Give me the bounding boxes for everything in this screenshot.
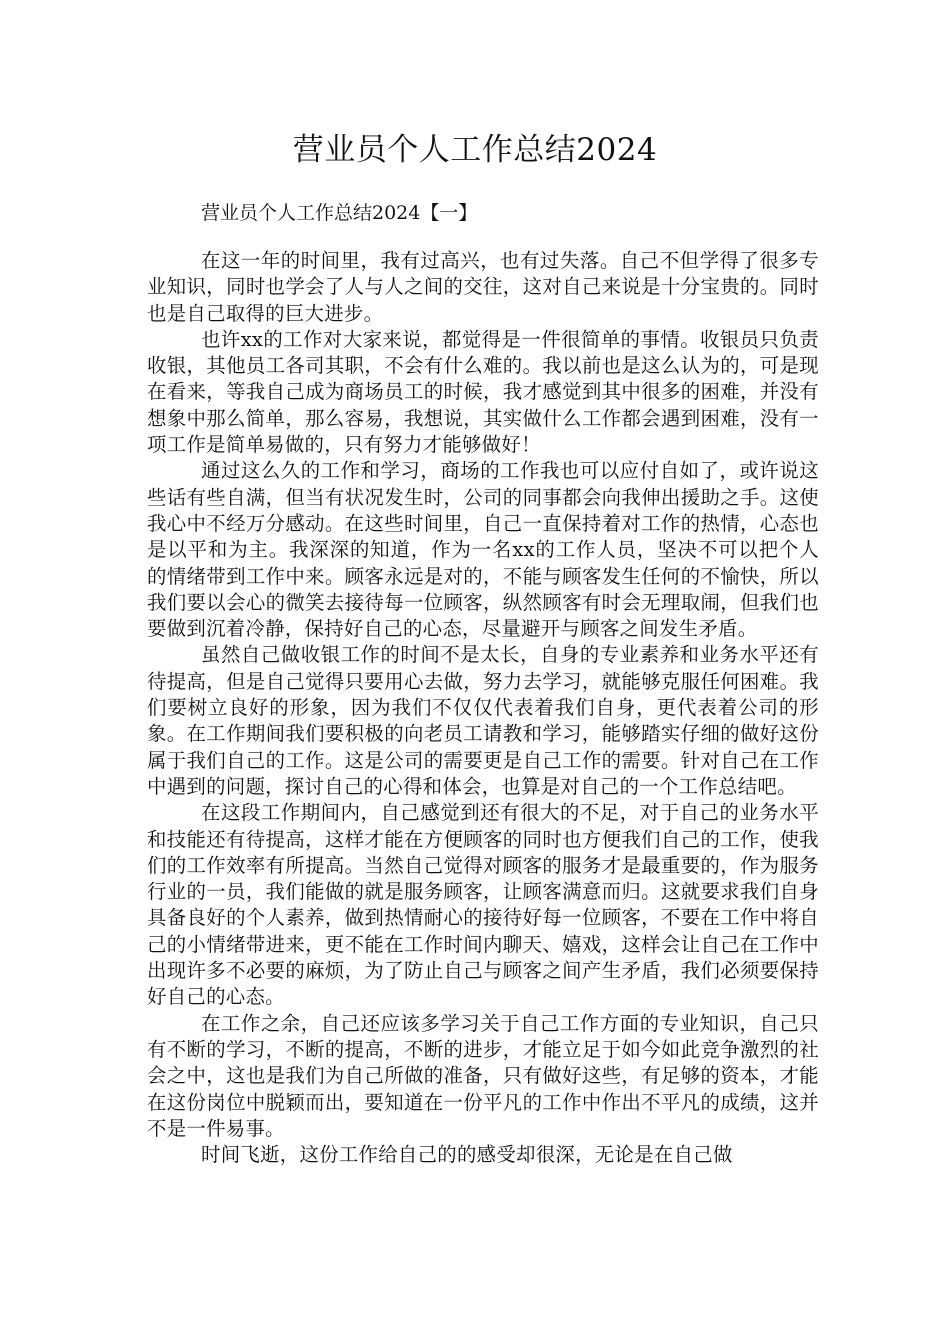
paragraph-2: 也许xx的工作对大家来说，都觉得是一件很简单的事情。收银员只负责收银，其他员工各司其职，不会有什么难的。我以前也是这么认为的，可是现在看来，等我自己成为商场员工的时候，我才感觉到其中很多的困难，并没有想象中那么简单，那么容易，我想说，其实做什么工作都会遇到困难，没有一项工作是简单易做的，只有努力才能够做好！: [147, 327, 819, 457]
paragraph-5: 在这段工作期间内，自己感觉到还有很大的不足，对于自己的业务水平和技能还有待提高，这样才能在方便顾客的同时也方便我们自己的工作，使我们的工作效率有所提高。当然自己觉得对顾客的服务才是最重要的，作为服务行业的一员，我们能做的就是服务顾客，让顾客满意而归。这就要求我们自身具备良好的个人素养，做到热情耐心的接待好每一位顾客，不要在工作中将自己的小情绪带进来，更不能在工作时间内聊天、嬉戏，这样会让自己在工作中出现许多不必要的麻烦，为了防止自己与顾客之间产生矛盾，我们必须要保持好自己的心态。: [147, 801, 819, 1009]
document-title: 营业员个人工作总结2024: [292, 132, 658, 168]
paragraph-3: 通过这么久的工作和学习，商场的工作我也可以应付自如了，或许说这些话有些自满，但当有状况发生时，公司的同事都会向我伸出援助之手。这使我心中不经万分感动。在这些时间里，自己一直保持着对工作的热情，心态也是以平和为主。我深深的知道，作为一名xx的工作人员，坚决不可以把个人的情绪带到工作中来。顾客永远是对的，不能与顾客发生任何的不愉快，所以我们要以会心的微笑去接待每一位顾客，纵然顾客有时会无理取闹，但我们也要做到沉着冷静，保持好自己的心态，尽量避开与顾客之间发生矛盾。: [147, 459, 819, 641]
paragraph-1: 在这一年的时间里，我有过高兴，也有过失落。自己不但学得了很多专业知识，同时也学会了人与人之间的交往，这对自己来说是十分宝贵的。同时也是自己取得的巨大进步。: [147, 249, 819, 325]
section-heading: 营业员个人工作总结2024【一】: [201, 202, 478, 224]
paragraph-6: 在工作之余，自己还应该多学习关于自己工作方面的专业知识，自己只有不断的学习，不断的提高，不断的进步，才能立足于如今如此竞争激烈的社会之中，这也是我们为自己所做的准备，只有做好这些，有足够的资本，才能在这份岗位中脱颖而出，要知道在一份平凡的工作中作出不平凡的成绩，这并不是一件易事。: [147, 1011, 819, 1140]
paragraph-7: 时间飞逝，这份工作给自己的的感受却很深，无论是在自己做: [201, 1143, 733, 1167]
document-body: [147, 248, 819, 1168]
paragraph-4: 虽然自己做收银工作的时间不是太长，自身的专业素养和业务水平还有待提高，但是自己觉得只要用心去做，努力去学习，就能够克服任何困难。我们要树立良好的形象，因为我们不仅仅代表着我们自身，更代表着公司的形象。在工作期间我们要积极的向老员工请教和学习，能够踏实仔细的做好这份属于我们自己的工作。这是公司的需要更是自己工作的需要。针对自己在工作中遇到的问题，探讨自己的心得和体会，也算是对自己的一个工作总结吧。: [147, 643, 819, 798]
